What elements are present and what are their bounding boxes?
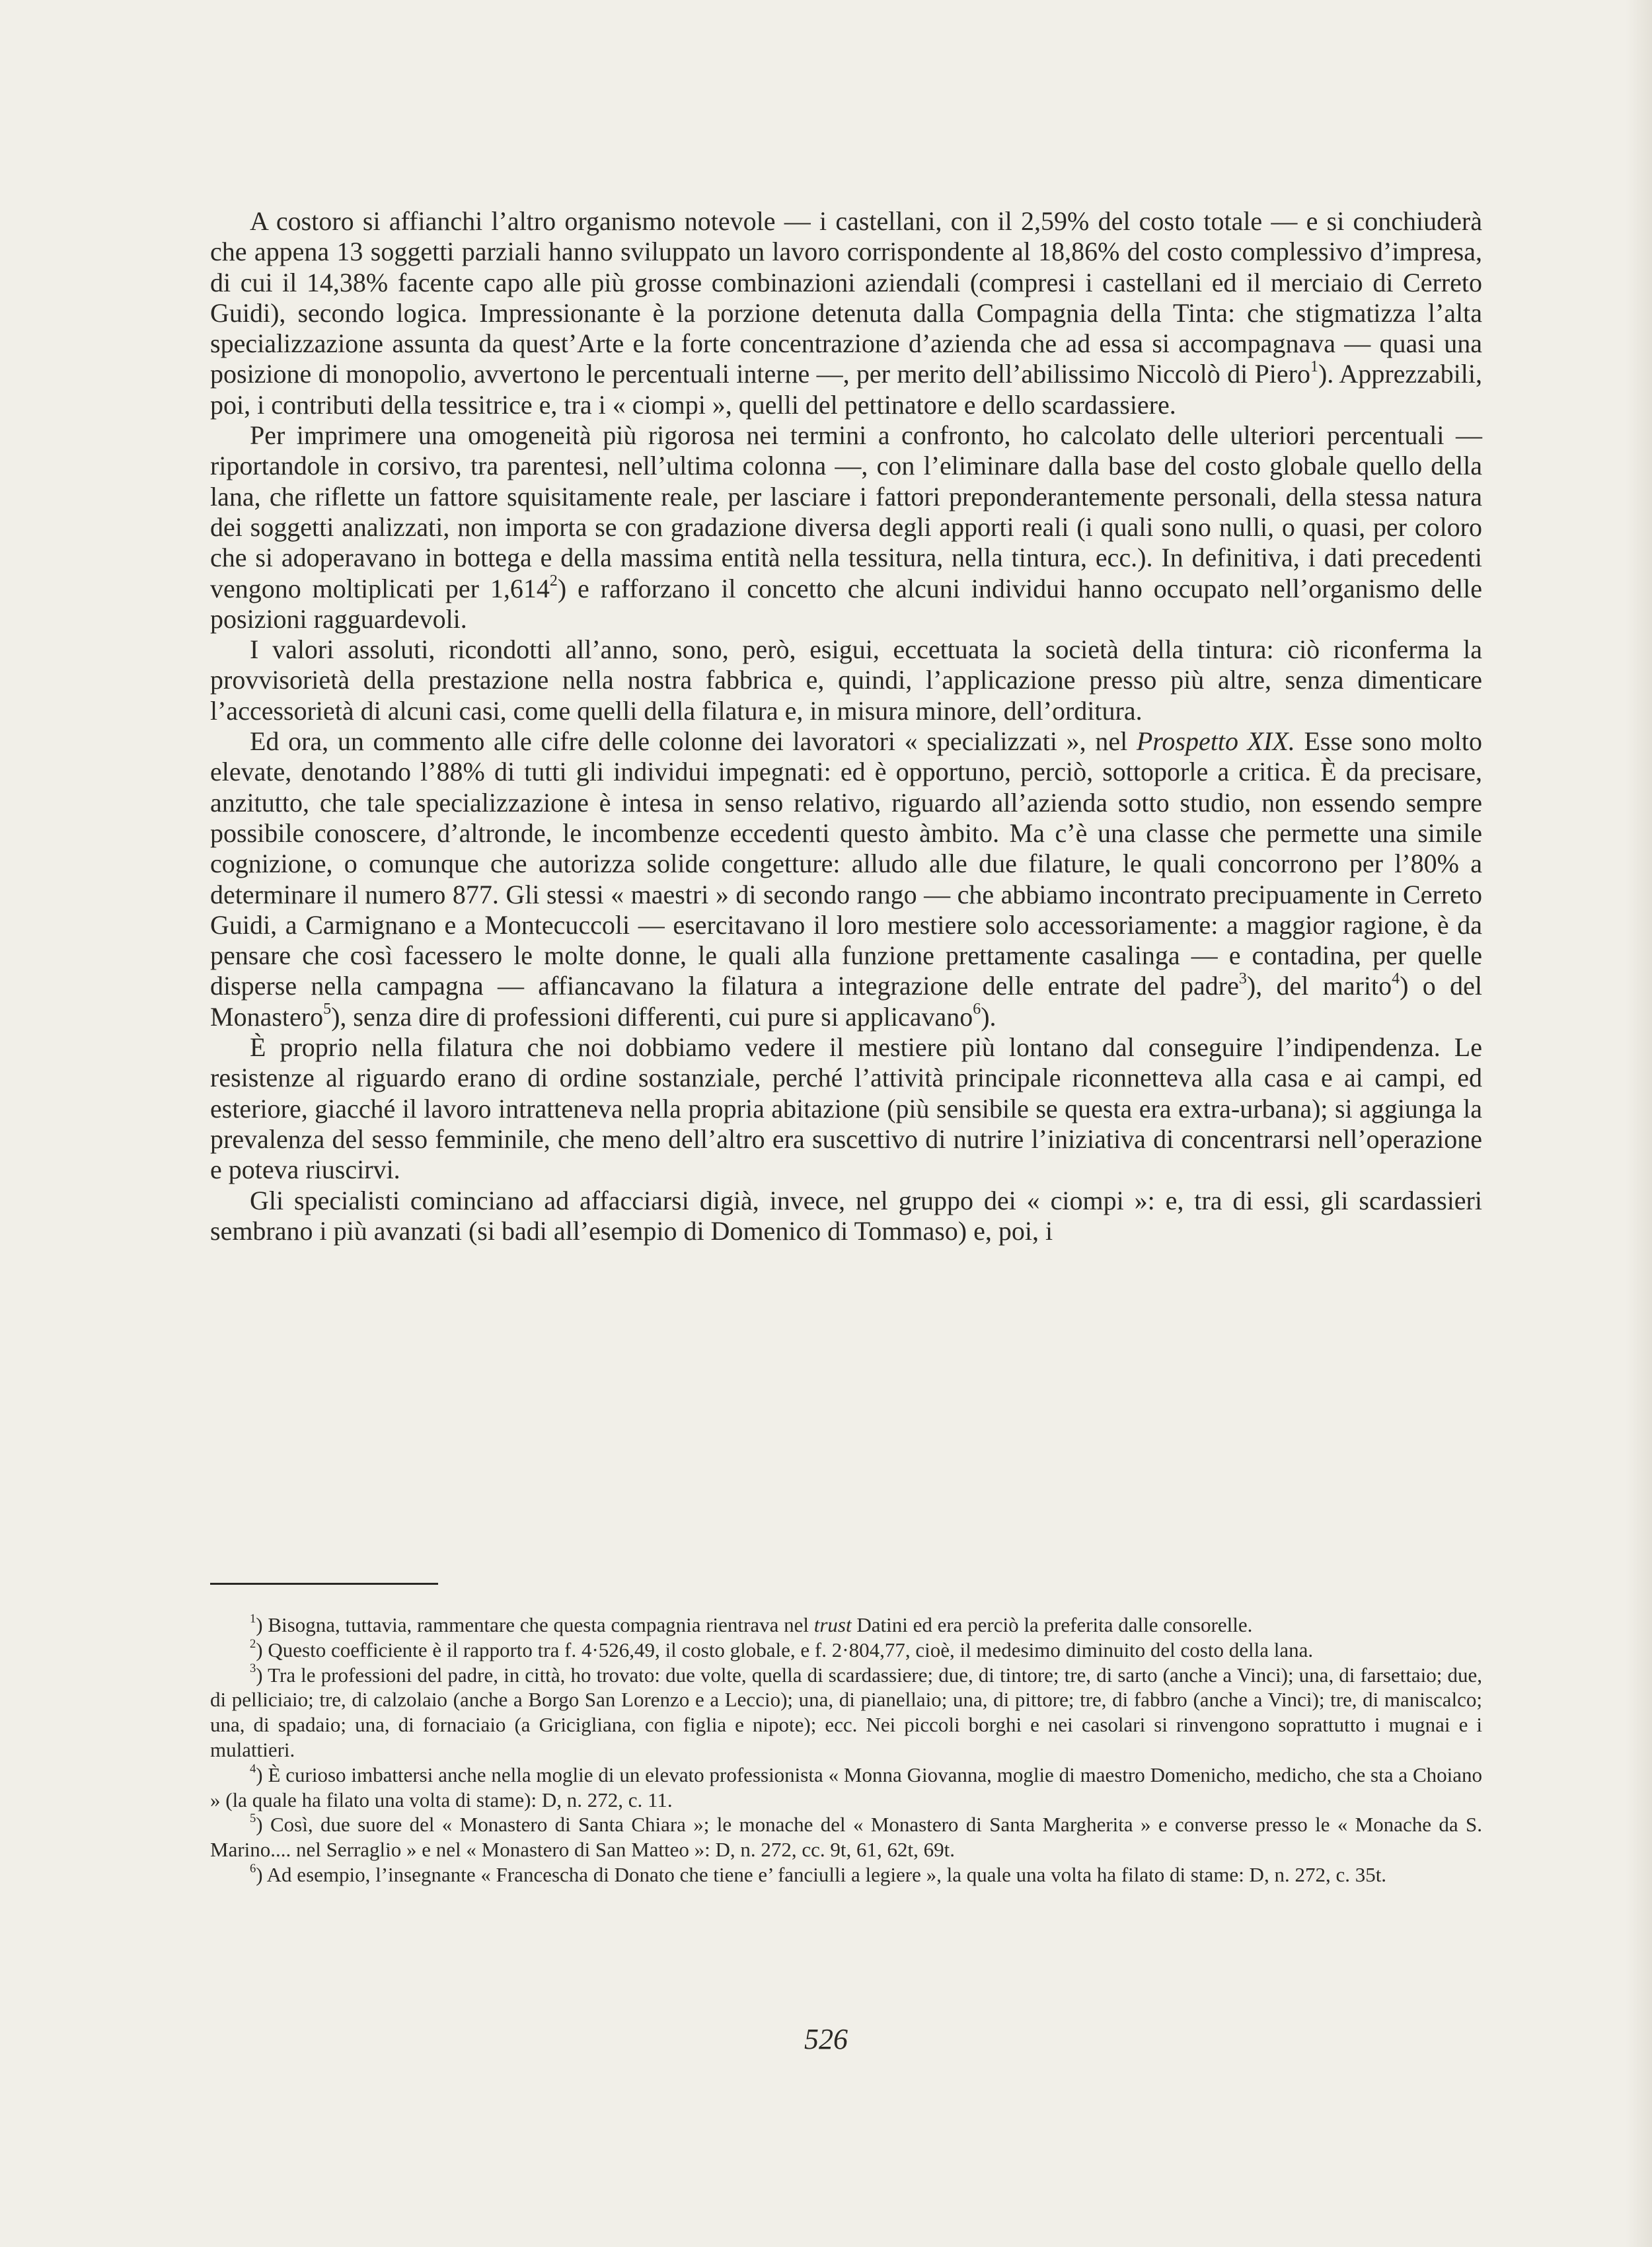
paragraph-3: I valori assoluti, ricondotti all’anno, sono, però, esigui, eccettuata la società della tintura: ciò riconferma la provvisorietà della prestazione nella nostra fabbrica e, quindi, l’applicazione presso più altre, senza dimenticare l’accessorietà di alcuni casi, come quelli della filatura e, in misura minore, dell’orditura.: [210, 634, 1482, 726]
footnote-ref-5[interactable]: 5: [323, 1000, 332, 1018]
footnote-3: $^3$) Tra le professioni del padre, in città, ho trovato: due volte, quella di scardassiere; due, di tintore; tre, di sarto (anche a Vinci); una, di farsettaio; due, di pelliciaio; tre, di calzolaio (anche a Borgo San Lorenzo e a Leccio); una, di pianellaio; una, di pittore; tre, di fabbro (anche a Vinci); tre, di maniscalco; una, di spadaio; una, di fornaciaio (a Gricigliana, con figlia e nipote); ecc. Nei piccoli borghi e nei casolari si rinvengono soprattutto i mugnai e i mulattieri.: [210, 1661, 1483, 1761]
footnote-5: $^5$) Così, due suore del « Monastero di Santa Chiara »; le monache del « Monastero di Santa Margherita » e converse presso le « Monache da S. Marino.... nel Serraglio » e nel « Monastero di San Matteo »: D, n. 272, cc. 9t, 61, 62t, 69t.: [210, 1811, 1482, 1862]
footnote-ref-4[interactable]: 4: [1392, 970, 1400, 987]
footnote-rule: [210, 1583, 438, 1585]
paragraph-6: Gli specialisti cominciano ad affacciarsi digià, invece, nel gruppo dei « ciompi »: e, tra di essi, gli scardassieri sembrano i più avanzati (si badi all’esempio di Domenico di Tommaso) e, poi, i: [210, 1185, 1482, 1246]
footnotes: [210, 1613, 1482, 1887]
footnote-ref-6[interactable]: 6: [973, 1000, 981, 1018]
footnote-6: $^6$) Ad esempio, l’insegnante « Francescha di Donato che tiene e’ fanciulli a legiere », la quale una volta ha filato di stame: D, n. 272, c. 35t.: [250, 1861, 1387, 1886]
paragraph-5: È proprio nella filatura che noi dobbiamo vedere il mestiere più lontano dal conseguire l’indipendenza. Le resistenze al riguardo erano di ordine sostanziale, perché l’attività principale riconnetteva alla casa e ai campi, ed esteriore, giacché il lavoro intratteneva nella propria abitazione (più sensibile se questa era extra-urbana); si aggiunga la prevalenza del sesso femminile, che meno dell’altro era suscettivo di nutrire l’iniziativa di concentrarsi nell’operazione e poteva riuscirvi.: [210, 1032, 1482, 1185]
footnote-4: $^4$) È curioso imbattersi anche nella moglie di un elevato professionista « Monna Giovanna, moglie di maestro Domenicho, medicho, che sta a Choiano » (la quale ha filato una volta di stame): D, n. 272, c. 11.: [210, 1761, 1483, 1811]
body-text: [210, 206, 1482, 1246]
footnote-ref-2[interactable]: 2: [549, 572, 558, 590]
footnote-1: $^1$) Bisogna, tuttavia, rammentare che questa compagnia rientrava nel trust Datini ed era perciò la preferita dalle consorelle.: [250, 1611, 1253, 1636]
paragraph-1: A costoro si affianchi l’altro organismo notevole — i castellani, con il 2,59% del costo totale — e si conchiuderà che appena 13 soggetti parziali hanno sviluppato un lavoro corrispondente al 18,86% del costo complessivo d’impresa, di cui il 14,38% facente capo alle più grosse combinazioni aziendali (compresi i castellani ed il merciaio di Cerreto Guidi), secondo logica. Impressionante è la porzione detenuta dalla Compagnia della Tinta: che stigmatizza l’alta specializzazione assunta da quest’Arte e la forte concentrazione d’azienda che ad essa si accompagnava — quasi una posizione di monopolio, avvertono le percentuali interne —, per merito dell’abilissimo Niccolò di Piero$^1$). Apprezzabili, poi, i contributi della tessitrice e, tra i « ciompi », quelli del pettinatore e dello scardassiere.: [210, 206, 1482, 420]
footnote-ref-3[interactable]: 3: [1238, 970, 1247, 987]
page-number: 526: [804, 2023, 848, 2055]
footnote-ref-1[interactable]: 1: [1310, 358, 1318, 375]
page-edge: [1626, 0, 1652, 2247]
paragraph-4: Ed ora, un commento alle cifre delle colonne dei lavoratori « specializzati », nel Prospetto XIX. Esse sono molto elevate, denotando l’88% di tutti gli individui impegnati: ed è opportuno, perciò, sottoporle a critica. È da precisare, anzitutto, che tale specializzazione è intesa in senso relativo, riguardo all’azienda sotto studio, non essendo sempre possibile conoscere, d’altronde, le incombenze eccedenti questo àmbito. Ma c’è una classe che permette una simile cognizione, o comunque che autorizza solide congetture: alludo alle due filature, le quali concorrono per l’80% a determinare il numero 877. Gli stessi « maestri » di secondo rango — che abbiamo incontrato precipuamente in Cerreto Guidi, a Carmignano e a Montecuccoli — esercitavano il loro mestiere solo accessoriamente: a maggior ragione, è da pensare che così facessero le molte donne, le quali alla funzione prettamente casalinga — e contadina, per quelle disperse nella campagna — affiancavano la filatura a integrazione delle entrate del padre$^3$), del marito$^4$) o del Monastero$^5$), senza dire di professioni differenti, cui pure si applicavano$^6$).: [210, 726, 1483, 1032]
footnote-2: $^2$) Questo coefficiente è il rapporto tra f. 4·526,49, il costo globale, e f. 2·804,77, cioè, il medesimo diminuito del costo della lana.: [250, 1636, 1314, 1661]
paragraph-2: Per imprimere una omogeneità più rigorosa nei termini a confronto, ho calcolato delle ulteriori percentuali — riportandole in corsivo, tra parentesi, nell’ultima colonna —, con l’eliminare dalla base del costo globale quello della lana, che riflette un fattore squisitamente reale, per lasciare i fattori preponderantemente personali, della stessa natura dei soggetti analizzati, non importa se con gradazione diversa degli apporti reali (i quali sono nulli, o quasi, per coloro che si adoperavano in bottega e della massima entità nella tessitura, nella tintura, ecc.). In definitiva, i dati precedenti vengono moltiplicati per 1,614$^2$) e rafforzano il concetto che alcuni individui hanno occupato nell’organismo delle posizioni ragguardevoli.: [210, 420, 1482, 634]
